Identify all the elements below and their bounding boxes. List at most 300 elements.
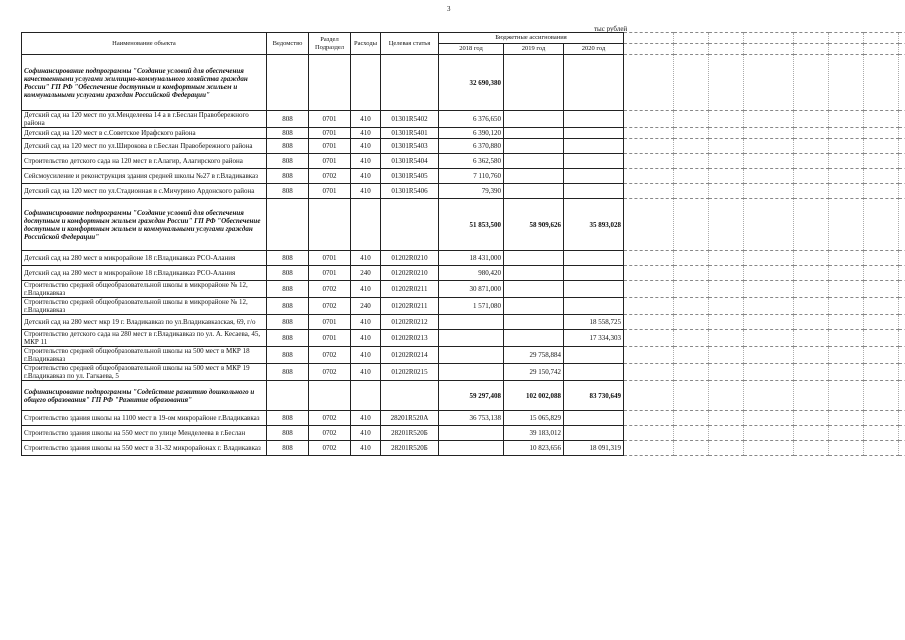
- empty-cell: [674, 441, 709, 456]
- empty-cell: [709, 251, 744, 266]
- target-article: 01301R5406: [381, 184, 439, 199]
- empty-cell: [899, 441, 905, 456]
- subprogram-row: [22, 55, 905, 111]
- section-code: 0701: [309, 154, 351, 169]
- empty-cell: [744, 298, 794, 315]
- amount-2019: [504, 298, 564, 315]
- amount-2020: [564, 139, 624, 154]
- amount-2019: [504, 154, 564, 169]
- amount-2018: 59 297,408: [439, 381, 504, 411]
- amount-2019: 29 150,742: [504, 364, 564, 381]
- amount-2018: 980,420: [439, 266, 504, 281]
- section-code: 0702: [309, 347, 351, 364]
- department-code: 808: [267, 347, 309, 364]
- empty-cell: [674, 266, 709, 281]
- empty-cell: [744, 281, 794, 298]
- amount-2020: [564, 55, 624, 111]
- object-row: [22, 281, 905, 298]
- amount-2020: 83 730,649: [564, 381, 624, 411]
- amount-2020: [564, 128, 624, 139]
- empty-cell: [624, 154, 674, 169]
- empty-cell: [624, 251, 674, 266]
- amount-2020: 18 558,725: [564, 315, 624, 330]
- empty-cell: [864, 281, 899, 298]
- expense-code: 410: [351, 426, 381, 441]
- department-code: 808: [267, 139, 309, 154]
- empty-cell: [674, 347, 709, 364]
- empty-cell: [709, 111, 744, 128]
- empty-cell: [674, 128, 709, 139]
- header-2019: 2019 год: [504, 44, 564, 55]
- empty-cell: [794, 251, 829, 266]
- empty-cell: [829, 184, 864, 199]
- empty-cell: [829, 169, 864, 184]
- department-code: 808: [267, 266, 309, 281]
- empty-cell: [899, 347, 905, 364]
- target-article: 01202R0211: [381, 298, 439, 315]
- empty-cell: [709, 184, 744, 199]
- amount-2018: [439, 330, 504, 347]
- amount-2019: [504, 169, 564, 184]
- target-article: [381, 381, 439, 411]
- empty-cell: [864, 315, 899, 330]
- object-name: Строительство средней общеобразовательной школы в микрорайоне № 12, г.Владикавказ: [22, 298, 267, 315]
- empty-cell: [744, 199, 794, 251]
- header-name: Наименование объекта: [22, 33, 267, 55]
- empty-cell: [794, 184, 829, 199]
- expense-code: 410: [351, 441, 381, 456]
- section-code: 0701: [309, 315, 351, 330]
- empty-cell: [744, 426, 794, 441]
- amount-2019: [504, 55, 564, 111]
- empty-cell: [709, 441, 744, 456]
- empty-cell: [744, 315, 794, 330]
- amount-2019: [504, 315, 564, 330]
- amount-2020: [564, 281, 624, 298]
- empty-cell: [864, 199, 899, 251]
- empty-cell: [864, 169, 899, 184]
- empty-cell: [674, 251, 709, 266]
- object-row: [22, 169, 905, 184]
- section-code: 0701: [309, 139, 351, 154]
- header-expenses: Расходы: [351, 33, 381, 55]
- empty-cell: [899, 426, 905, 441]
- empty-cell: [864, 184, 899, 199]
- section-code: 0702: [309, 426, 351, 441]
- expense-code: 410: [351, 139, 381, 154]
- amount-2018: 36 753,138: [439, 411, 504, 426]
- empty-cell: [794, 426, 829, 441]
- empty-cell: [624, 266, 674, 281]
- expense-code: 410: [351, 251, 381, 266]
- empty-cell: [794, 364, 829, 381]
- object-row: [22, 128, 905, 139]
- section-code: [309, 381, 351, 411]
- target-article: 01202R0210: [381, 266, 439, 281]
- empty-cell: [864, 139, 899, 154]
- amount-2018: [439, 347, 504, 364]
- amount-2019: [504, 251, 564, 266]
- amount-2020: [564, 347, 624, 364]
- empty-cell: [674, 199, 709, 251]
- department-code: 808: [267, 411, 309, 426]
- empty-cell: [674, 281, 709, 298]
- empty-cell: [744, 441, 794, 456]
- empty-cell: [899, 411, 905, 426]
- amount-2020: [564, 266, 624, 281]
- department-code: 808: [267, 251, 309, 266]
- object-name: Строительство здания школы на 550 мест по улице Менделеева в г.Беслан: [22, 426, 267, 441]
- units-label: тыс рублей: [594, 25, 628, 33]
- section-code: 0702: [309, 298, 351, 315]
- expense-code: 410: [351, 315, 381, 330]
- empty-cell: [829, 426, 864, 441]
- empty-cell: [864, 441, 899, 456]
- object-name: Строительство здания школы на 1100 мест в 19-ом микрорайоне г.Владикавказ: [22, 411, 267, 426]
- department-code: 808: [267, 111, 309, 128]
- empty-cell: [899, 199, 905, 251]
- expense-code: 410: [351, 111, 381, 128]
- amount-2019: [504, 111, 564, 128]
- expense-code: [351, 55, 381, 111]
- empty-cell: [794, 169, 829, 184]
- empty-cell: [829, 347, 864, 364]
- empty-cell: [674, 169, 709, 184]
- department-code: 808: [267, 128, 309, 139]
- expense-code: 410: [351, 154, 381, 169]
- empty-cell: [794, 381, 829, 411]
- empty-cell: [899, 154, 905, 169]
- amount-2019: [504, 139, 564, 154]
- empty-cell: [899, 55, 905, 111]
- amount-2020: [564, 111, 624, 128]
- empty-cell: [674, 298, 709, 315]
- empty-cell: [794, 154, 829, 169]
- amount-2019: 39 183,012: [504, 426, 564, 441]
- empty-cell: [709, 381, 744, 411]
- empty-cell: [709, 139, 744, 154]
- empty-cell: [864, 381, 899, 411]
- target-article: 01301R5401: [381, 128, 439, 139]
- expense-code: 410: [351, 128, 381, 139]
- empty-cell: [709, 347, 744, 364]
- empty-cell: [864, 55, 899, 111]
- section-code: 0701: [309, 128, 351, 139]
- empty-cell: [829, 411, 864, 426]
- section-code: 0701: [309, 266, 351, 281]
- section-code: 0701: [309, 251, 351, 266]
- empty-cell: [709, 298, 744, 315]
- empty-cell: [744, 55, 794, 111]
- target-article: 28201R520Б: [381, 426, 439, 441]
- empty-cell: [624, 128, 674, 139]
- empty-cell: [829, 441, 864, 456]
- header-section: Раздел Подраздел: [309, 33, 351, 55]
- object-row: [22, 441, 905, 456]
- section-code: 0702: [309, 441, 351, 456]
- empty-cell: [864, 251, 899, 266]
- object-name: Строительство детского сада на 280 мест в г.Владикавказ по ул. А. Кесаева, 45, МКР 11: [22, 330, 267, 347]
- empty-cell: [864, 298, 899, 315]
- empty-cell: [624, 411, 674, 426]
- target-article: 28201R520A: [381, 411, 439, 426]
- empty-cell: [794, 55, 829, 111]
- empty-cell: [674, 364, 709, 381]
- empty-cell: [794, 128, 829, 139]
- empty-cell: [864, 364, 899, 381]
- empty-cell: [864, 330, 899, 347]
- amount-2018: [439, 315, 504, 330]
- empty-cell: [674, 154, 709, 169]
- empty-cell: [674, 55, 709, 111]
- empty-cell: [794, 298, 829, 315]
- empty-cell: [624, 315, 674, 330]
- empty-cell: [709, 281, 744, 298]
- empty-cell: [624, 364, 674, 381]
- subprogram-row: [22, 381, 905, 411]
- object-name: Строительство средней общеобразовательной школы в микрорайоне № 12, г.Владикавказ: [22, 281, 267, 298]
- empty-cell: [794, 111, 829, 128]
- empty-cell: [794, 347, 829, 364]
- header-2020: 2020 год: [564, 44, 624, 55]
- amount-2018: 79,390: [439, 184, 504, 199]
- section-code: 0701: [309, 111, 351, 128]
- empty-cell: [899, 139, 905, 154]
- target-article: 01202R0210: [381, 251, 439, 266]
- empty-cell: [899, 128, 905, 139]
- amount-2020: [564, 364, 624, 381]
- expense-code: 410: [351, 184, 381, 199]
- object-name: Строительство детского сада на 120 мест в г.Алагир, Алагирского района: [22, 154, 267, 169]
- object-row: [22, 315, 905, 330]
- amount-2019: 102 002,088: [504, 381, 564, 411]
- empty-cell: [624, 426, 674, 441]
- department-code: 808: [267, 298, 309, 315]
- empty-cell: [624, 281, 674, 298]
- empty-cell: [744, 266, 794, 281]
- object-name: Строительство здания школы на 550 мест в 31-32 микрорайонах г. Владикавказ: [22, 441, 267, 456]
- amount-2018: [439, 426, 504, 441]
- empty-cell: [864, 128, 899, 139]
- empty-cell: [624, 441, 674, 456]
- empty-cell: [624, 139, 674, 154]
- object-name: Строительство средней общеобразовательной школы на 500 мест в МКР 19 г.Владикавказ по ул. Гагкаева, 5: [22, 364, 267, 381]
- empty-cell: [899, 381, 905, 411]
- target-article: [381, 199, 439, 251]
- amount-2018: 6 370,880: [439, 139, 504, 154]
- empty-cell: [899, 315, 905, 330]
- empty-cell: [899, 266, 905, 281]
- department-code: 808: [267, 364, 309, 381]
- empty-cell: [899, 184, 905, 199]
- empty-cell: [709, 411, 744, 426]
- empty-cell: [744, 251, 794, 266]
- expense-code: [351, 381, 381, 411]
- empty-cell: [709, 55, 744, 111]
- empty-cell: [744, 154, 794, 169]
- empty-cell: [864, 266, 899, 281]
- object-row: [22, 251, 905, 266]
- department-code: 808: [267, 426, 309, 441]
- object-row: [22, 347, 905, 364]
- object-name: Детский сад на 120 мест в с.Советское Ирафского района: [22, 128, 267, 139]
- empty-cell: [794, 411, 829, 426]
- amount-2020: [564, 251, 624, 266]
- amount-2018: 18 431,000: [439, 251, 504, 266]
- empty-cell: [709, 315, 744, 330]
- target-article: [381, 55, 439, 111]
- target-article: 01202R0213: [381, 330, 439, 347]
- empty-cell: [709, 364, 744, 381]
- empty-cell: [709, 169, 744, 184]
- empty-cell: [674, 315, 709, 330]
- amount-2019: 29 758,884: [504, 347, 564, 364]
- empty-cell: [864, 154, 899, 169]
- empty-cell: [624, 169, 674, 184]
- empty-cell: [744, 111, 794, 128]
- empty-cell: [829, 315, 864, 330]
- object-row: [22, 298, 905, 315]
- expense-code: 410: [351, 411, 381, 426]
- object-name: Детский сад на 280 мест в микрорайоне 18 г.Владикавказ РСО-Алания: [22, 266, 267, 281]
- empty-cell: [864, 411, 899, 426]
- empty-cell: [674, 330, 709, 347]
- empty-cell: [794, 199, 829, 251]
- page-number: 3: [447, 5, 451, 13]
- amount-2019: [504, 266, 564, 281]
- object-row: [22, 426, 905, 441]
- empty-cell: [899, 298, 905, 315]
- empty-cell: [624, 347, 674, 364]
- object-name: Детский сад на 280 мест мкр 19 г. Владикавказ по ул.Владикавказская, 69, г/о: [22, 315, 267, 330]
- empty-cell: [829, 281, 864, 298]
- amount-2018: 51 853,500: [439, 199, 504, 251]
- section-code: [309, 199, 351, 251]
- section-code: 0702: [309, 364, 351, 381]
- empty-cell: [794, 281, 829, 298]
- department-code: 808: [267, 330, 309, 347]
- empty-cell: [899, 169, 905, 184]
- department-code: [267, 199, 309, 251]
- object-name: Детский сад на 120 мест по ул.Широкова в г.Беслан Правобережного района: [22, 139, 267, 154]
- empty-cell: [864, 426, 899, 441]
- department-code: [267, 55, 309, 111]
- empty-cell: [709, 199, 744, 251]
- empty-cell: [744, 169, 794, 184]
- object-name: Детский сад на 120 мест по ул.Стадионная в с.Мичурино Ардонского района: [22, 184, 267, 199]
- empty-cell: [744, 184, 794, 199]
- amount-2019: [504, 128, 564, 139]
- empty-cell: [899, 251, 905, 266]
- expense-code: 410: [351, 347, 381, 364]
- amount-2020: 17 334,303: [564, 330, 624, 347]
- amount-2018: 6 362,580: [439, 154, 504, 169]
- section-code: 0701: [309, 330, 351, 347]
- target-article: 28201R520Б: [381, 441, 439, 456]
- amount-2020: 18 091,319: [564, 441, 624, 456]
- empty-cell: [899, 111, 905, 128]
- target-article: 01202R0211: [381, 281, 439, 298]
- empty-cell: [744, 139, 794, 154]
- empty-cell: [624, 330, 674, 347]
- expense-code: 410: [351, 169, 381, 184]
- object-name: Детский сад на 280 мест в микрорайоне 18 г.Владикавказ РСО-Алания: [22, 251, 267, 266]
- amount-2018: 6 390,120: [439, 128, 504, 139]
- empty-cell: [744, 128, 794, 139]
- amount-2019: 10 823,656: [504, 441, 564, 456]
- empty-cell: [624, 199, 674, 251]
- empty-cell: [829, 381, 864, 411]
- empty-cell: [709, 154, 744, 169]
- department-code: 808: [267, 154, 309, 169]
- target-article: 01202R0215: [381, 364, 439, 381]
- department-code: 808: [267, 441, 309, 456]
- empty-cell: [674, 184, 709, 199]
- amount-2018: [439, 364, 504, 381]
- empty-cell: [624, 298, 674, 315]
- empty-cell: [794, 330, 829, 347]
- header-row-top: [22, 33, 905, 44]
- empty-cell: [829, 298, 864, 315]
- section-code: 0702: [309, 281, 351, 298]
- empty-cell: [624, 55, 674, 111]
- empty-cell: [794, 315, 829, 330]
- empty-cell: [829, 55, 864, 111]
- budget-table: [21, 32, 905, 456]
- empty-cell: [829, 251, 864, 266]
- empty-cell: [829, 330, 864, 347]
- section-code: [309, 55, 351, 111]
- object-row: [22, 184, 905, 199]
- amount-2020: [564, 426, 624, 441]
- object-name: Строительство средней общеобразовательной школы на 500 мест в МКР 18 г.Владикавказ: [22, 347, 267, 364]
- department-code: 808: [267, 169, 309, 184]
- object-row: [22, 111, 905, 128]
- amount-2019: [504, 281, 564, 298]
- empty-cell: [624, 184, 674, 199]
- empty-cell: [709, 266, 744, 281]
- empty-cell: [794, 441, 829, 456]
- expense-code: 410: [351, 364, 381, 381]
- amount-2020: [564, 411, 624, 426]
- empty-cell: [674, 426, 709, 441]
- header-2018: 2018 год: [439, 44, 504, 55]
- target-article: 01202R0214: [381, 347, 439, 364]
- empty-cell: [744, 364, 794, 381]
- amount-2019: [504, 330, 564, 347]
- header-allocations: Бюджетные ассигнования: [439, 33, 624, 44]
- object-row: [22, 266, 905, 281]
- header-dept: Ведомство: [267, 33, 309, 55]
- amount-2018: 6 376,650: [439, 111, 504, 128]
- empty-cell: [829, 139, 864, 154]
- amount-2018: [439, 441, 504, 456]
- target-article: 01301R5402: [381, 111, 439, 128]
- object-row: [22, 364, 905, 381]
- amount-2020: [564, 154, 624, 169]
- empty-cell: [829, 111, 864, 128]
- target-article: 01301R5403: [381, 139, 439, 154]
- empty-cell: [674, 381, 709, 411]
- amount-2020: 35 893,028: [564, 199, 624, 251]
- empty-cell: [744, 381, 794, 411]
- amount-2019: [504, 184, 564, 199]
- empty-cell: [829, 266, 864, 281]
- object-name: Софинансирование подпрограммы "Создание условий для обеспечения качественными услугами жилищно-коммунального хозяйства граждан России" ГП РФ "Обеспечение доступным и комфортным жильем и коммунальными услугами граждан Российской Федерации": [22, 55, 267, 111]
- department-code: 808: [267, 315, 309, 330]
- empty-cell: [829, 199, 864, 251]
- object-row: [22, 139, 905, 154]
